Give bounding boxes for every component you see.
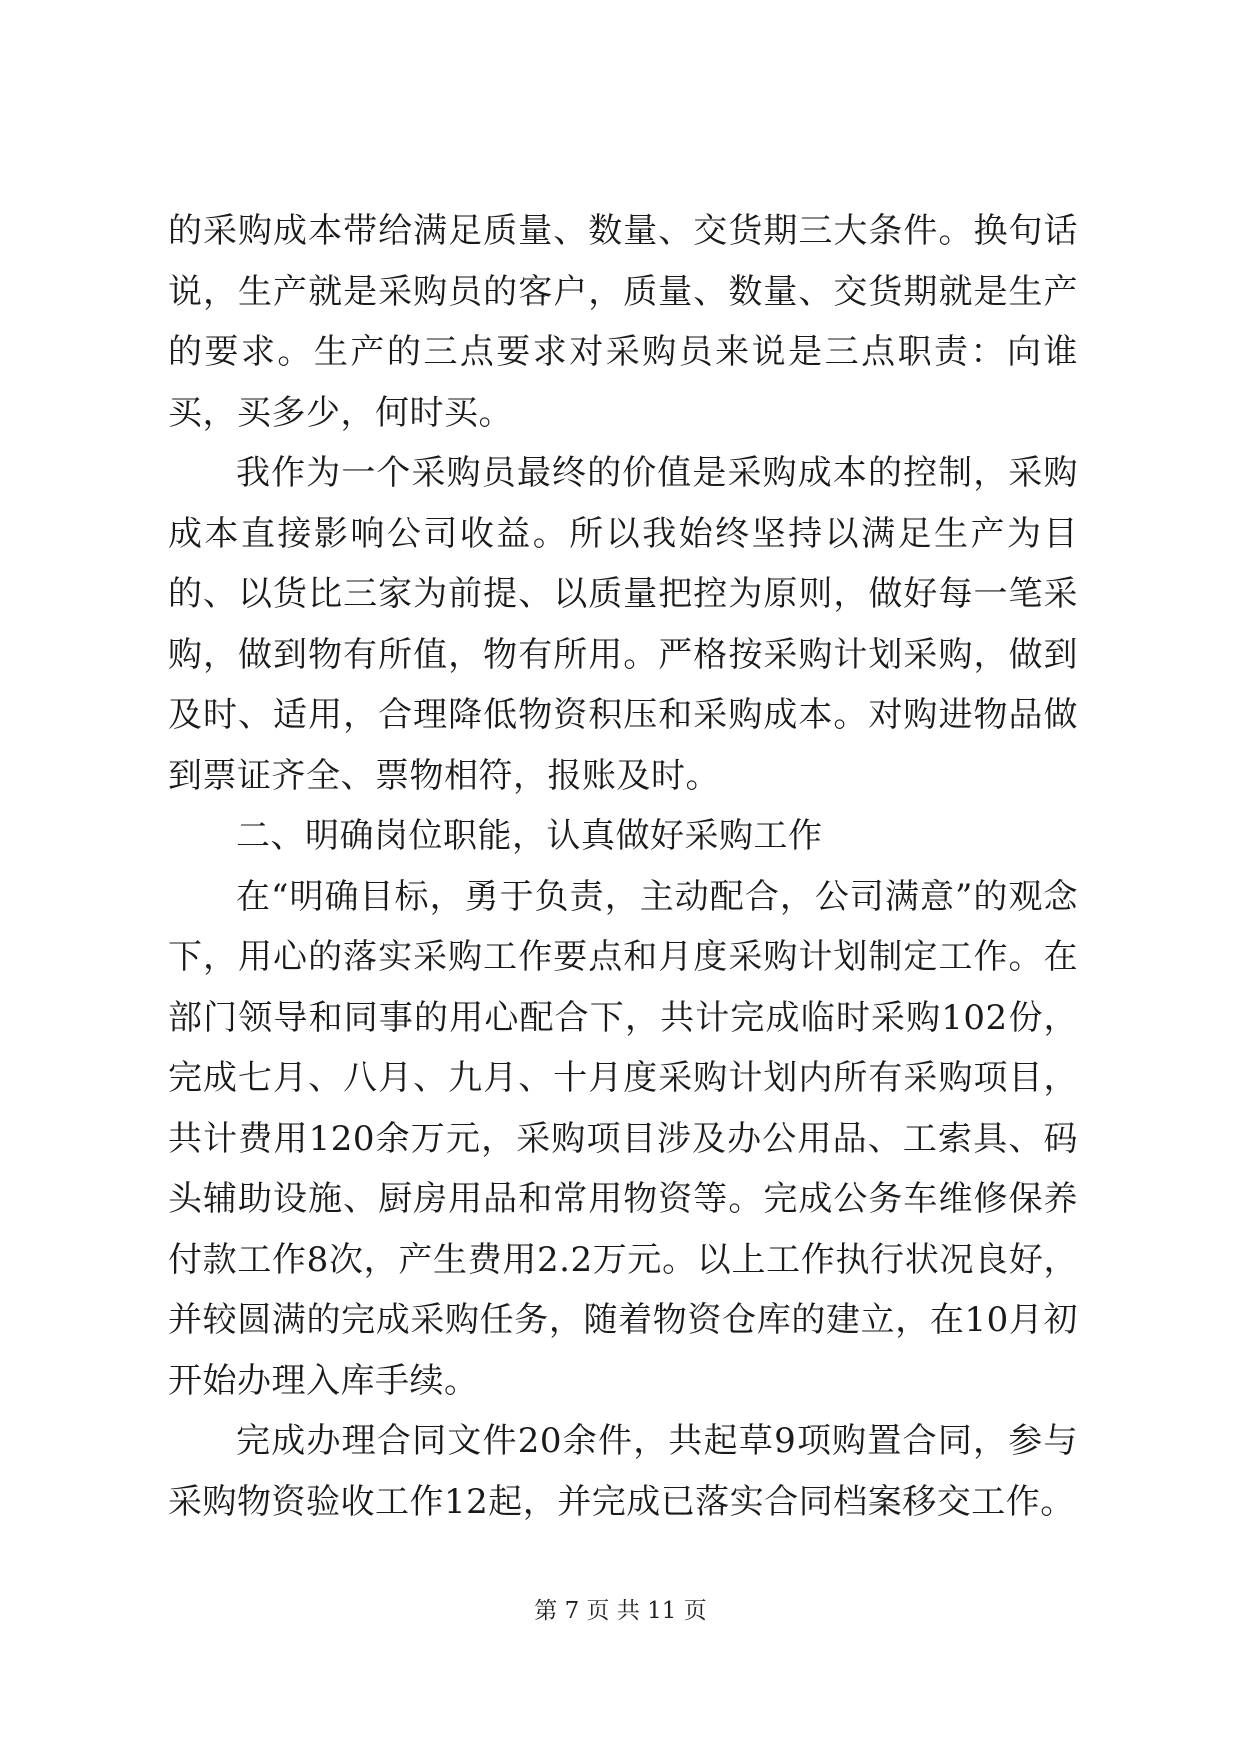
paragraph-purchasing-work: 在“明确目标，勇于负责，主动配合，公司满意”的观念下，用心的落实采购工作要点和月度采购计划制定工作。在部门领导和同事的用心配合下，共计完成临时采购102份，完成七月、八月、九月、十月度采购计划内所有采购项目，共计费用120余万元，采购项目涉及办公用品、工索具、码头辅助设施、厨房用品和常用物资等。完成公务车维修保养付款工作8次，产生费用2.2万元。以上工作执行状况良好，并较圆满的完成采购任务，随着物资仓库的建立，在10月初开始办理入库手续。 <box>168 876 1078 1401</box>
paragraph-contracts: 完成办理合同文件20余件，共起草9项购置合同，参与采购物资验收工作12起，并完成已落实合同档案移交工作。 <box>168 1421 1078 1522</box>
section-heading: 二、明确岗位职能，认真做好采购工作 <box>236 816 823 856</box>
document-body <box>168 201 1078 1532</box>
paragraph-continuation: 的采购成本带给满足质量、数量、交货期三大条件。换句话说，生产就是采购员的客户，质量、数量、交货期就是生产的要求。生产的三点要求对采购员来说是三点职责：向谁买，买多少，何时买。 <box>168 211 1078 433</box>
paragraph-cost-control: 我作为一个采购员最终的价值是采购成本的控制，采购成本直接影响公司收益。所以我始终坚持以满足生产为目的、以货比三家为前提、以质量把控为原则，做好每一笔采购，做到物有所值，物有所用。严格按采购计划采购，做到及时、适用，合理降低物资积压和采购成本。对购进物品做到票证齐全、票物相符，报账及时。 <box>168 453 1078 796</box>
page-number-footer: 第 7 页 共 11 页 <box>534 1598 707 1624</box>
